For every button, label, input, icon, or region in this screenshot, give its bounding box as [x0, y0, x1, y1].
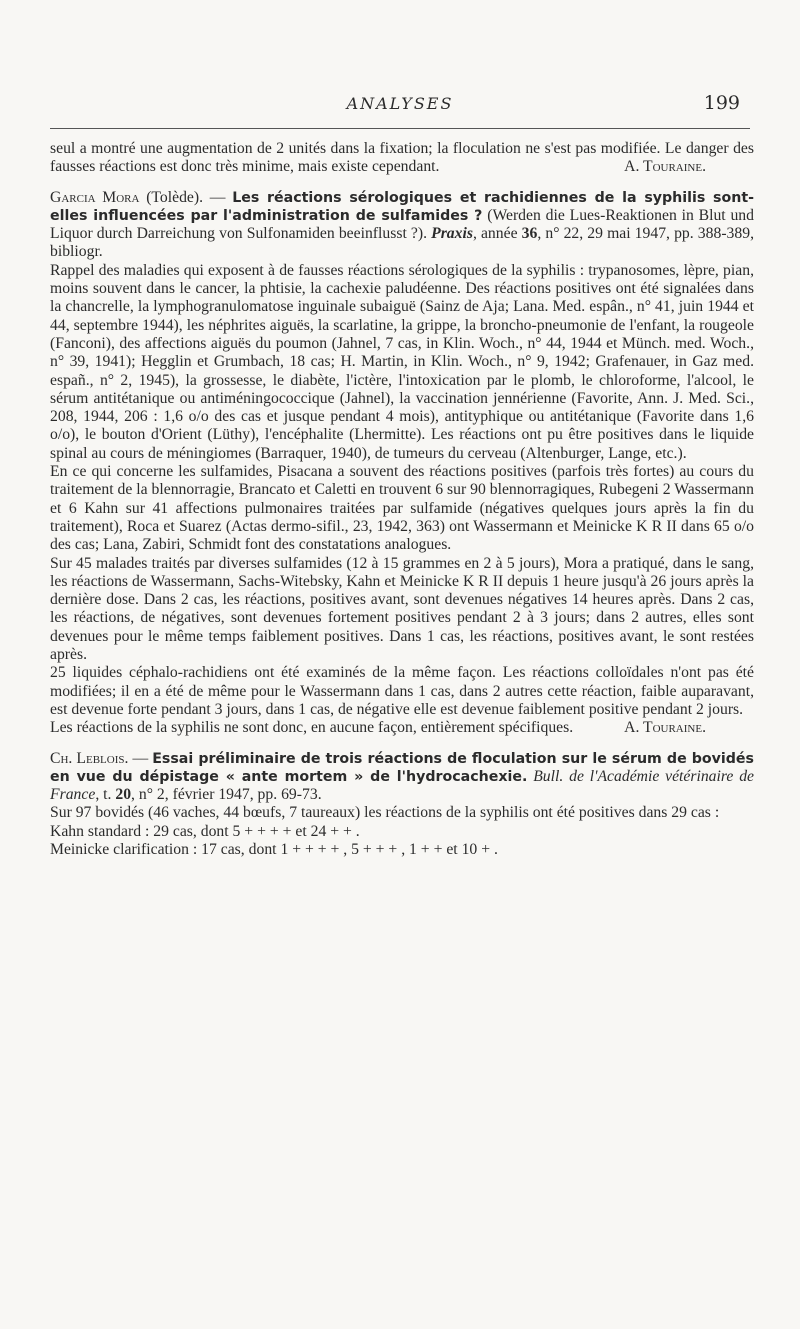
- abstract-2-signature: A. Touraine.: [624, 719, 706, 737]
- abstract-2-para-2: En ce qui concerne les sulfamides, Pisacana a souvent des réactions positives (parfois très fortes) au cours du traitement de la blennorragie, Brancato et Caletti en trouvent 6 sur 90 blennorragiques, Rubegeni 2 Wassermann et 6 Kahn sur 41 affections pulmonaires traitées par sulfamide (négatives quelques jours après la fin du traitement), Roca et Suarez (Actas dermo-sifil., 23, 1942, 363) ont Wassermann et Meinicke K R II dans 65 o/o des cas; Lana, Zabiri, Schmidt font des constatations analogues.: [50, 463, 754, 554]
- abstract-2-journal: Praxis: [431, 225, 473, 243]
- abstract-3-para-1: Sur 97 bovidés (46 vaches, 44 bœufs, 7 taureaux) les réactions de la syphilis ont été positives dans 29 cas :: [50, 804, 720, 822]
- abstract-3-dash: —: [128, 749, 153, 767]
- header-rule: [50, 128, 750, 129]
- page-header: [50, 92, 750, 122]
- article-body: [50, 140, 754, 859]
- abstract-3-title: Essai préliminaire de trois réactions de floculation sur le sérum de bovidés en vue du dépistage « ante mortem » de l'hydrocachexie.: [50, 750, 755, 785]
- abstract-3-line-1: Kahn standard : 29 cas, dont 5 + + + + et 24 + + .: [50, 822, 360, 840]
- abstract-2-para-5: Les réactions de la syphilis ne sont donc, en aucune façon, entièrement spécifiques.: [50, 719, 574, 737]
- abstract-2-para-4: 25 liquides céphalo-rachidiens ont été examinés de la même façon. Les réactions colloïdales n'ont pas été modifiées; il en a été de même pour le Wassermann dans 1 cas, dans 2 autres cette réaction, faible auparavant, est devenue forte pendant 3 jours, dans 1 cas, de négative elle est devenue faiblement positive pendant 2 jours.: [50, 664, 754, 718]
- abstract-2-citation-post: , n° 22, 29 mai 1947, pp. 388-389, bibliogr.: [50, 225, 754, 261]
- abstract-3-heading: [50, 750, 754, 805]
- abstract-2-place: (Tolède). —: [139, 188, 233, 206]
- page-number: 199: [703, 92, 740, 114]
- abstract-3-volume: 20: [115, 786, 132, 804]
- abstract-2-heading: [50, 189, 754, 262]
- abstract-3-citation-post: , n° 2, février 1947, pp. 69-73.: [131, 786, 322, 804]
- abstract-3-journal: Bull. de l'Académie vétérinaire de France: [50, 767, 755, 804]
- abstract-2-para-3: Sur 45 malades traités par diverses sulfamides (12 à 15 grammes en 2 à 5 jours), Mora a pratiqué, dans le sang, les réactions de Wassermann, Sachs-Witebsky, Kahn et Meinicke K R II depuis 1 heure jusqu'à 26 jours après la dernière dose. Dans 2 cas, les réactions, positives avant, sont devenues négatives 14 heures après. Dans 2 cas, les réactions, de négatives, sont devenues fortement positives pendant 2 à 3 jours; dans 2 autres, elles sont devenues pour le même temps faiblement positives. Dans 1 cas, les réactions, positives avant, le sont restées après.: [50, 554, 754, 664]
- abstract-2-volume: 36: [521, 225, 538, 243]
- abstract-1-text: seul a montré une augmentation de 2 unités dans la fixation; la floculation ne s'est pas modifiée. Le danger des fausses réactions est donc très minime, mais existe cependant.: [50, 140, 754, 176]
- abstract-2-author: Garcia Mora: [50, 188, 140, 206]
- abstract-3-author: Ch. Leblois.: [50, 749, 129, 767]
- abstract-3-citation-pre: , t.: [95, 786, 116, 804]
- running-title: ANALYSES: [346, 94, 454, 113]
- abstract-2-citation-pre: , année: [472, 225, 522, 243]
- abstract-2-para-1: Rappel des maladies qui exposent à de fausses réactions sérologiques de la syphilis : trypanosomes, lèpre, pian, moins souvent dans le cancer, la phtisie, la cachexie paludéenne. Des réactions positives ont été signalées dans la chancrelle, la lymphogranulomatose inguinale subaiguë (Sainz de Aja; Lana. Med. espân., n° 41, juin 1944 et 44, septembre 1944), les néphrites aiguës, la scarlatine, la grippe, la broncho-pneumonie de l'enfant, la rougeole (Fanconi), des affections aiguës du poumon (Jahnel, 7 cas, in Klin. Woch., n° 44, 1944 et Münch. med. Woch., n° 39, 1941); Hegglin et Grumbach, 18 cas; H. Martin, in Klin. Woch., n° 9, 1942; Grafenauer, in Gaz med. españ., n° 2, 1945), la grossesse, le diabète, l'ictère, l'intoxication par le plomb, le chloroforme, l'alcool, le sérum antitétanique ou antiméningococcique (Jahnel), la vaccination jennérienne (Favorite, Ann. J. Med. Sci., 208, 1944, 206 : 1,6 o/o des cas et jusque pendant 4 mois), antityphique ou antitétanique (Favorite dans 1,6 o/o), le bouton d'Orient (Lüthy), l'encéphalite (Lhermitte). Les réactions ont pu être positives dans le liquide spinal au cours de méningiomes (Barraquer, 1940), de tumeurs du cerveau (Altenburger, Lange, etc.).: [50, 261, 754, 462]
- abstract-1-signature: A. Touraine.: [624, 158, 706, 176]
- abstract-3-line-2: Meinicke clarification : 17 cas, dont 1 + + + + , 5 + + + , 1 + + et 10 + .: [50, 840, 498, 858]
- abstract-2-title: Les réactions sérologiques et rachidiennes de la syphilis sont-elles influencées par l'administration de sulfamides ?: [50, 189, 755, 224]
- abstract-2-translation: (Werden die Lues-Reaktionen in Blut und Liquor durch Darreichung von Sulfonamiden beeinflusst ?).: [50, 206, 754, 243]
